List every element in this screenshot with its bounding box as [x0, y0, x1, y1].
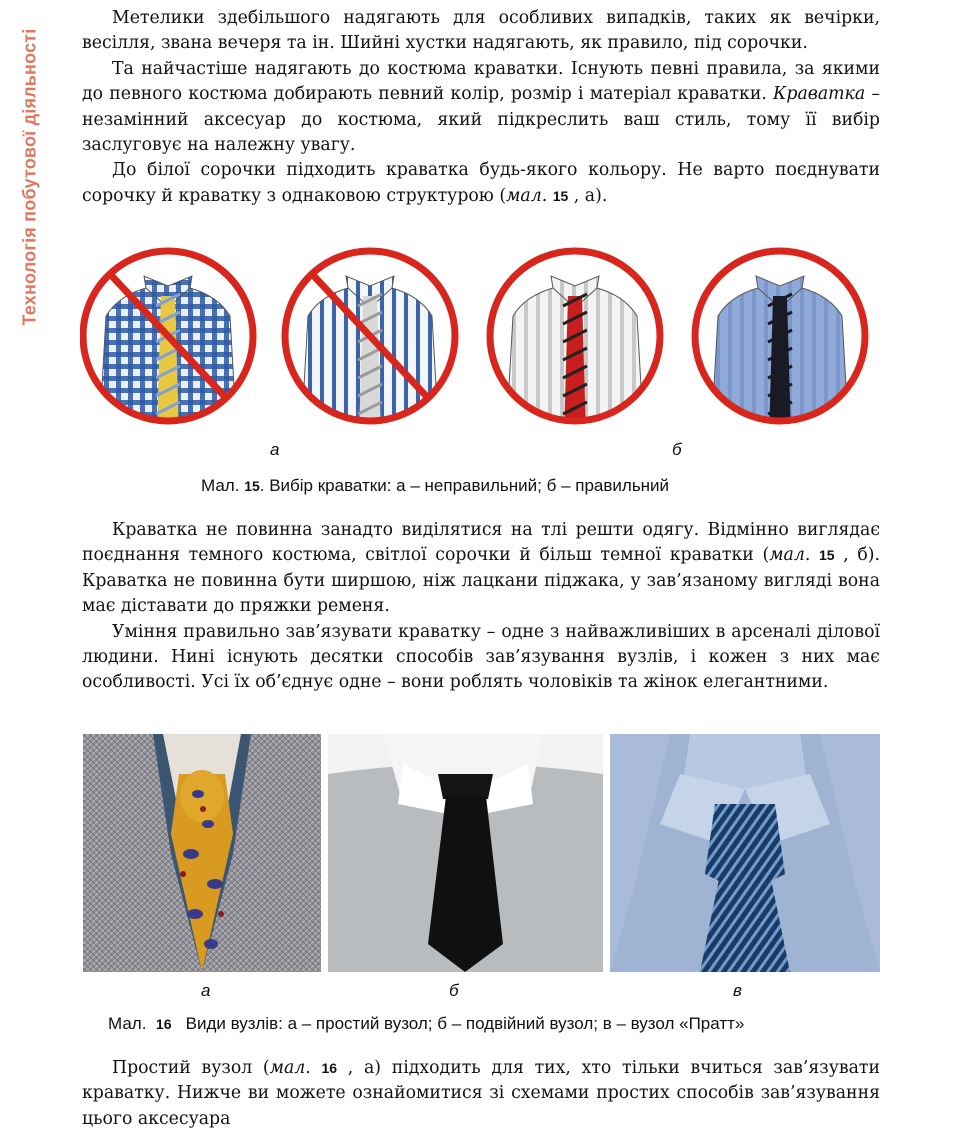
shirt-circle-1	[83, 251, 253, 434]
figure-15-illustration	[80, 244, 880, 434]
figure-15-caption: Мал. 15. Вибір краватки: а – неправильний; б – правильний	[201, 476, 670, 495]
figure-16-caption: Мал. 16 Види вузлів: а – простий вузол; б – подвійний вузол; в – вузол «Пратт»	[108, 1014, 745, 1033]
paragraph-block-3	[82, 1056, 880, 1132]
paragraph: Та найчастіше надягають до костюма краватки. Існують певні правила, за якими до певного костюма добирають певний колір, розмір і матеріал краватки. Краватка – незамінний аксесуар до костюма, який підкреслить ваш стиль, тому її вибір заслуговує на належну увагу.	[82, 58, 880, 156]
figure-15-letter-a: а	[270, 440, 280, 459]
side-title-text: Технологія побутової діяльності	[19, 28, 40, 326]
paragraph-block-1	[82, 6, 880, 209]
paragraph: Краватка не повинна занадто виділятися на тлі решти одягу. Відмінно виглядає поєднання темного костюма, світлої сорочки й більш темної краватки (мал. 15 , б). Краватка не повинна бути ширшою, ніж лацкани піджака, у зав’язаному вигляді вона має діставати до пряжки ременя.	[82, 520, 880, 617]
figure-16-letter-b: б	[449, 981, 459, 1000]
photo-double-knot	[328, 734, 603, 972]
figure-15-letter-b: б	[672, 440, 682, 459]
figure-16-letter-a: а	[201, 981, 211, 1000]
figure-ref: 15	[552, 187, 569, 204]
paragraph-block-2	[82, 518, 880, 696]
shirt-circle-2	[285, 251, 455, 434]
shirt-circle-4	[695, 251, 865, 434]
shirt-circle-3	[490, 251, 660, 434]
photo-pratt-knot	[610, 734, 880, 972]
paragraph: Метелики здебільшого надягають для особливих випадків, таких як вечірки, весілля, звана вечеря та ін. Шийні хустки надягають, як правило, під сорочки.	[82, 8, 880, 54]
paragraph: До білої сорочки підходить краватка будь-якого кольору. Не варто поєднувати сорочку й краватку з однаковою структурою (мал. 15 , а).	[82, 160, 880, 206]
photo-simple-knot	[83, 734, 321, 972]
figure-ref: 15	[818, 547, 835, 564]
figure-16-letter-v: в	[733, 981, 742, 1000]
figure-ref: 16	[321, 1060, 338, 1076]
paragraph: Уміння правильно зав’язувати краватку – одне з найважливіших в арсеналі ділової людини. Нині існують десятки способів зав’язування вузлів, і кожен з них має особливості. Усі їх об’єднує одне – вони роблять чоловіків та жінок елегантними.	[82, 621, 880, 693]
paragraph: Простий вузол (мал. 16 , а) підходить для тих, хто тільки вчиться зав’язувати краватку. Нижче ви можете ознайомитися зі схемами простих способів зав’язування цього аксесуара	[82, 1058, 880, 1129]
side-section-title	[8, 2, 52, 352]
